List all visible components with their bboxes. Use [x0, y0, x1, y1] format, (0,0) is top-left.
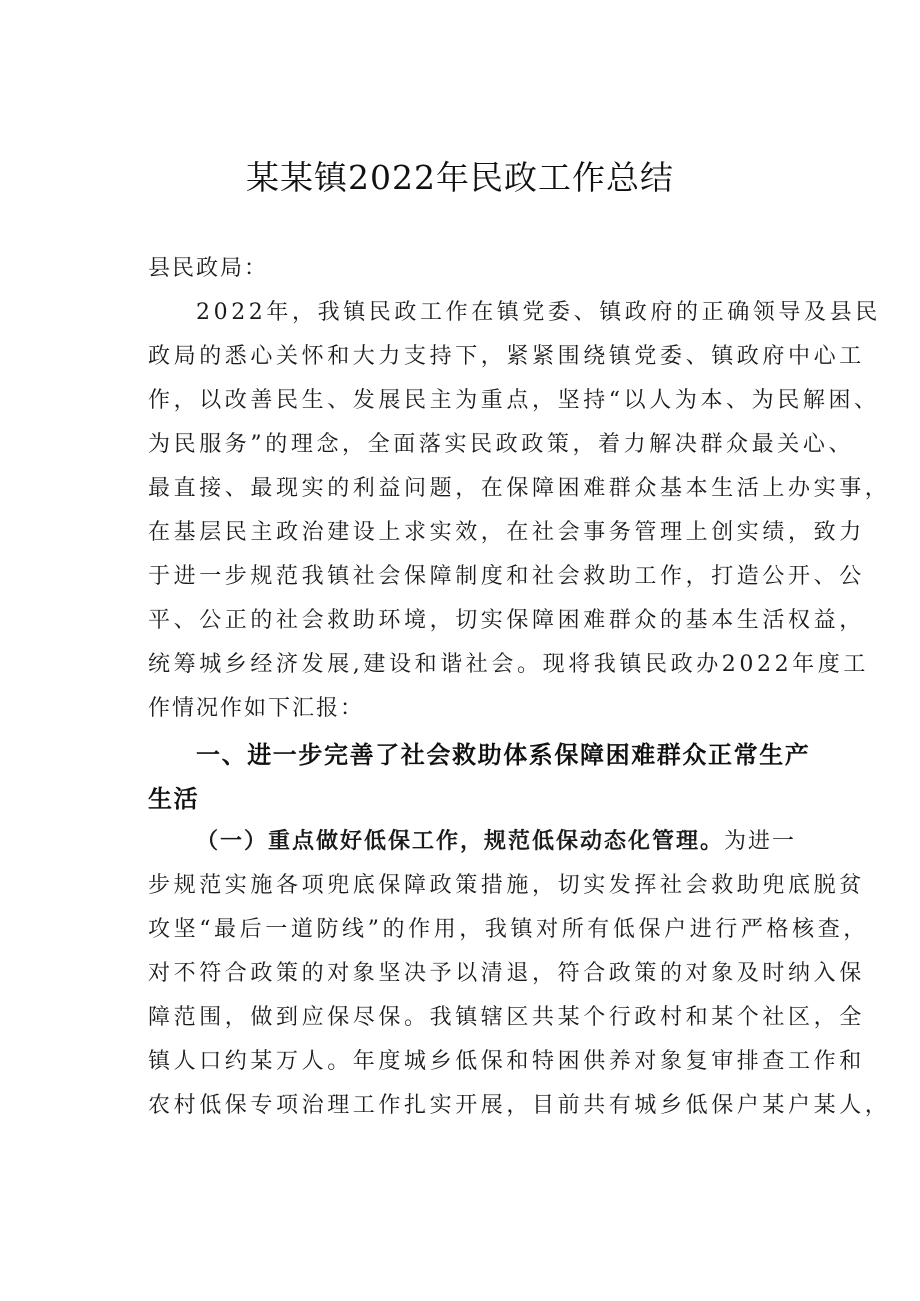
intro-line: 2022年，我镇民政工作在镇党委、镇政府的正确领导及县民 [196, 300, 881, 325]
subsection-line: 攻坚“最后一道防线”的作用，我镇对所有低保户进行严格核查， [148, 917, 869, 942]
section-heading-continued: 生活 [148, 785, 200, 813]
subsection-line: 障范围，做到应保尽保。我镇辖区共某个行政村和某个社区，全 [148, 1005, 865, 1030]
subsection-line: 农村低保专项治理工作扎实开展，目前共有城乡低保户某户某人， [148, 1093, 891, 1118]
salutation: 县民政局： [148, 256, 269, 281]
subsection-line: 镇人口约某万人。年度城乡低保和特困供养对象复审排查工作和 [148, 1049, 865, 1074]
intro-line: 在基层民主政治建设上求实效，在社会事务管理上创实绩，致力 [148, 520, 865, 545]
subsection-text: 为进一 [724, 829, 797, 854]
document-title: 某某镇2022年民政工作总结 [246, 158, 674, 197]
subsection-first-line [196, 822, 818, 862]
intro-line: 为民服务”的理念，全面落实民政政策，着力解决群众最关心、 [148, 432, 855, 457]
intro-line: 最直接、最现实的利益问题，在保障困难群众基本生活上办实事， [148, 476, 891, 501]
intro-line: 政局的悉心关怀和大力支持下，紧紧围绕镇党委、镇政府中心工 [148, 344, 865, 369]
subsection-line: 步规范实施各项兜底保障政策措施，切实发挥社会救助兜底脱贫 [148, 873, 865, 898]
subsection-title: （一）重点做好低保工作，规范低保动态化管理。 [196, 829, 725, 854]
intro-line: 于进一步规范我镇社会保障制度和社会救助工作，打造公开、公 [148, 564, 865, 589]
intro-line: 统筹城乡经济发展,建设和谐社会。现将我镇民政办2022年度工 [148, 652, 869, 677]
section-heading: 一、进一步完善了社会救助体系保障困难群众正常生产 [196, 741, 811, 769]
intro-line: 平、公正的社会救助环境，切实保障困难群众的基本生活权益， [148, 608, 865, 633]
intro-line: 作情况作如下汇报： [148, 696, 365, 721]
subsection-line: 对不符合政策的对象坚决予以清退，符合政策的对象及时纳入保 [148, 961, 865, 986]
intro-line: 作，以改善民生、发展民主为重点，坚持“以人为本、为民解困、 [148, 388, 880, 413]
